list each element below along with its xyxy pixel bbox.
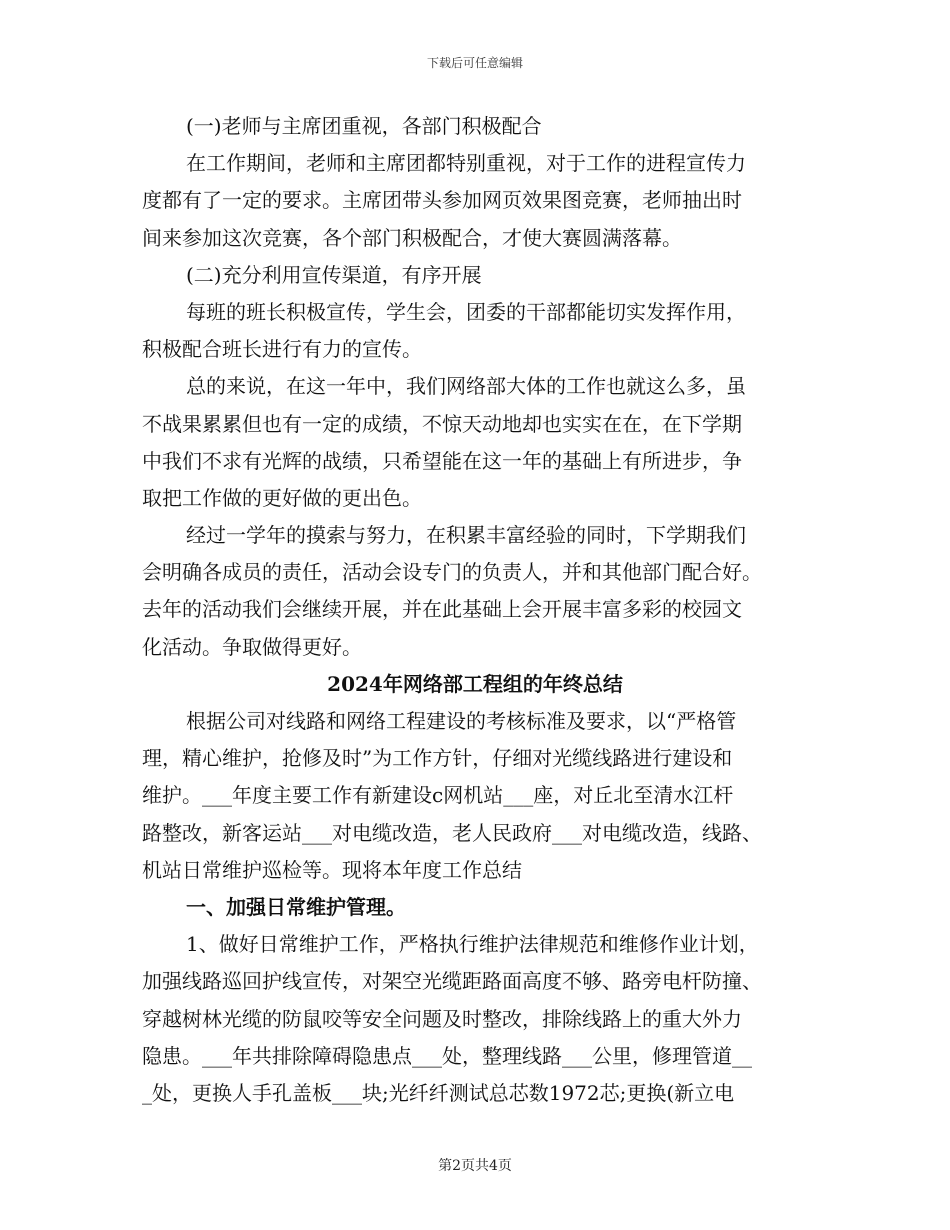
text-line: 积极配合班长进行有力的宣传。 <box>142 337 422 362</box>
text-line: 间来参加这次竞赛，各个部门积极配合，才使大赛圆满落幕。 <box>142 225 682 250</box>
text-line: 机站日常维护巡检等。现将本年度工作总结 <box>142 857 522 882</box>
text-line: _处，更换人手孔盖板___块;光纤纤测试总芯数1972芯;更换(新立电 <box>142 1080 735 1105</box>
text-line: 会明确各成员的责任，活动会设专门的负责人，并和其他部门配合好。 <box>142 560 762 585</box>
text-line: 取把工作做的更好做的更出色。 <box>142 485 422 510</box>
text-line: (一)老师与主席团重视，各部门积极配合 <box>186 114 542 138</box>
text-line: 不战果累累但也有一定的成绩，不惊天动地却也实实在在，在下学期 <box>142 411 742 436</box>
text-line: 在工作期间，老师和主席团都特别重视，对于工作的进程宣传力 <box>186 151 746 176</box>
page-header: 下载后可任意编辑 <box>426 56 523 70</box>
document-body <box>142 108 808 1112</box>
section-title: 2024年网络部工程组的年终总结 <box>327 671 623 696</box>
text-line: (二)充分利用宣传渠道，有序开展 <box>186 262 482 287</box>
text-line: 每班的班长积极宣传，学生会，团委的干部都能切实发挥作用， <box>186 299 746 324</box>
page-footer: 第2页共4页 <box>438 1158 512 1174</box>
section-heading: 一、加强日常维护管理。 <box>186 894 406 919</box>
text-line: 根据公司对线路和网络工程建设的考核标准及要求，以“严格管 <box>186 709 737 733</box>
text-line: 维护。___年度主要工作有新建设c网机站___座，对丘北至清水江杆 <box>142 783 734 808</box>
text-line: 隐患。___年共排除障碍隐患点___处，整理线路___公里，修理管道__ <box>142 1043 752 1068</box>
text-line: 穿越树林光缆的防鼠咬等安全问题及时整改，排除线路上的重大外力 <box>142 1006 742 1031</box>
text-line: 去年的活动我们会继续开展，并在此基础上会开展丰富多彩的校园文 <box>142 597 742 622</box>
text-line: 化活动。争取做得更好。 <box>142 634 362 659</box>
text-line: 中我们不求有光辉的战绩，只希望能在这一年的基础上有所进步，争 <box>142 448 742 473</box>
text-line: 度都有了一定的要求。主席团带头参加网页效果图竞赛，老师抽出时 <box>142 188 742 213</box>
text-line: 路整改，新客运站___对电缆改造，老人民政府___对电缆改造，线路、 <box>142 820 762 845</box>
text-line: 加强线路巡回护线宣传，对架空光缆距路面高度不够、路旁电杆防撞、 <box>142 969 762 994</box>
text-line: 总的来说，在这一年中，我们网络部大体的工作也就这么多，虽 <box>186 374 746 399</box>
text-line: 经过一学年的摸索与努力，在积累丰富经验的同时，下学期我们 <box>186 523 746 548</box>
text-line: 理，精心维护，抢修及时”为工作方针，仔细对光缆线路进行建设和 <box>142 746 733 771</box>
text-line: 1、做好日常维护工作，严格执行维护法律规范和维修作业计划， <box>186 932 759 957</box>
